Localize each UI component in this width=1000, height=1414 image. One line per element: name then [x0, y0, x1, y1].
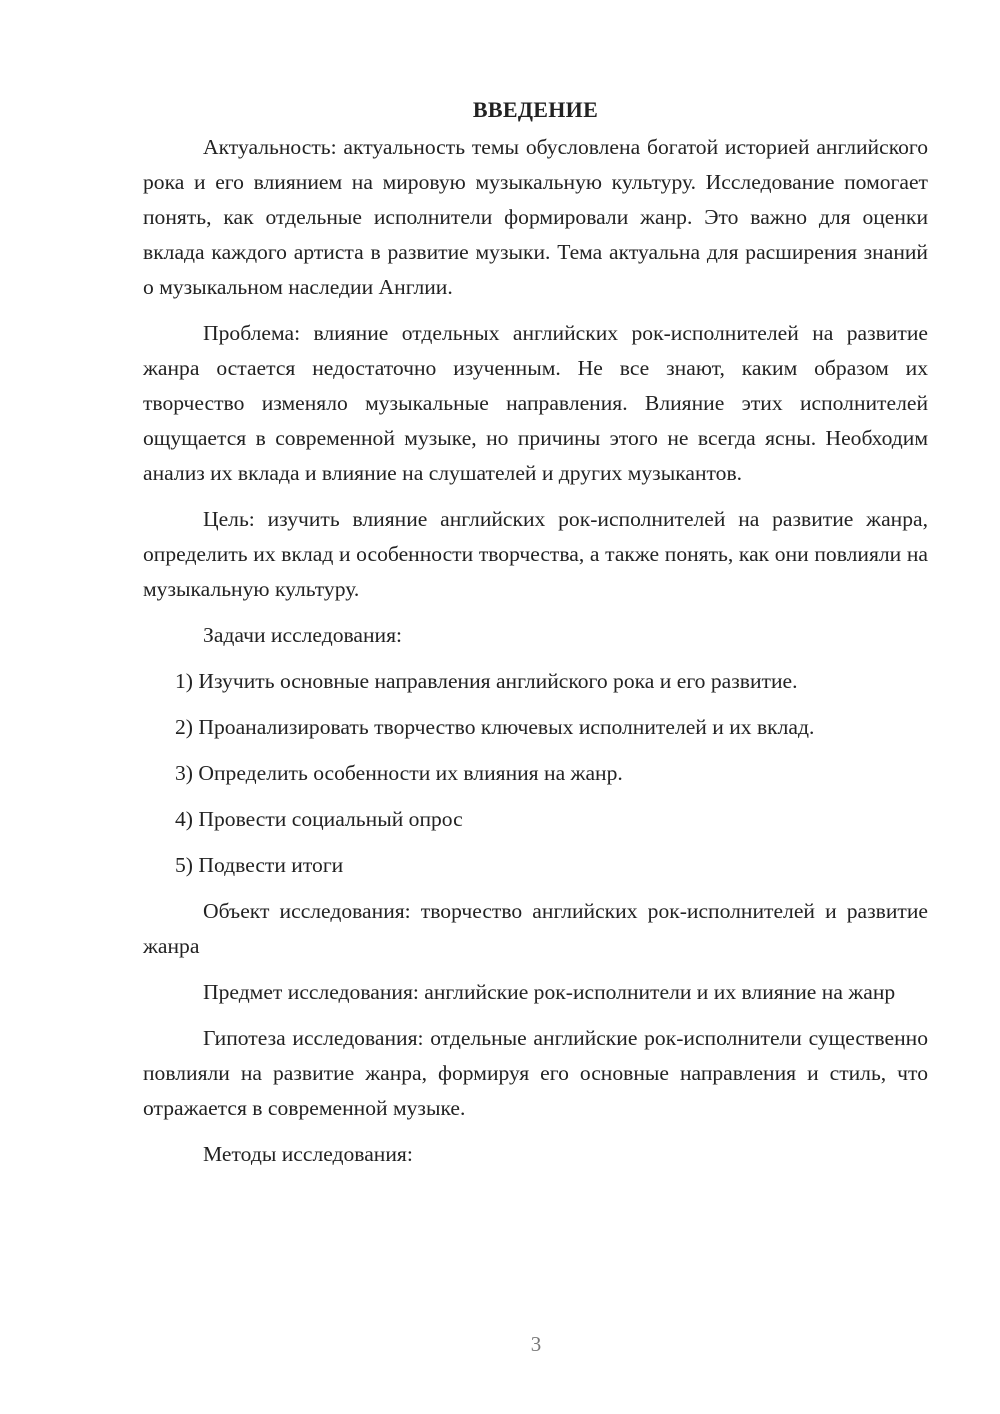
list-item: 3) Определить особенности их влияния на жанр.: [175, 761, 623, 785]
list-item: 2) Проанализировать творчество ключевых исполнителей и их вклад.: [175, 715, 815, 739]
subject-paragraph: Предмет исследования: английские рок-исполнители и их влияние на жанр: [203, 980, 896, 1004]
object-paragraph: Объект исследования: творчество английских рок-исполнителей и развитие жанра: [143, 899, 928, 958]
tasks-heading: Задачи исследования:: [203, 623, 403, 647]
relevance-paragraph: Актуальность: актуальность темы обусловлена богатой историей английского рока и его влиянием на мировую музыкальную культуру. Исследование помогает понять, как отдельные исполнители формировали жанр. Это важно для оценки вклада каждого артиста в развитие музыки. Тема актуальна для расширения знаний о музыкальном наследии Англии.: [143, 135, 928, 299]
hypothesis-paragraph: Гипотеза исследования: отдельные английские рок-исполнители существенно повлияли на развитие жанра, формируя его основные направления и стиль, что отражается в современной музыке.: [143, 1026, 928, 1120]
methods-heading: Методы исследования:: [203, 1142, 413, 1166]
problem-paragraph: Проблема: влияние отдельных английских рок-исполнителей на развитие жанра остается недостаточно изученным. Не все знают, каким образом их творчество изменяло музыкальные направления. Влияние этих исполнителей ощущается в современной музыке, но причины этого не всегда ясны. Необходим анализ их вклада и влияние на слушателей и других музыкантов.: [143, 321, 928, 485]
tasks-list: [143, 664, 928, 883]
document-page: [143, 92, 928, 1183]
list-item: 1) Изучить основные направления английского рока и его развитие.: [175, 669, 798, 693]
goal-paragraph: Цель: изучить влияние английских рок-исполнителей на развитие жанра, определить их вклад и особенности творчества, а также понять, как они повлияли на музыкальную культуру.: [143, 507, 928, 601]
list-item: 5) Подвести итоги: [175, 853, 344, 877]
page-title: ВВЕДЕНИЕ: [472, 97, 599, 122]
list-item: 4) Провести социальный опрос: [175, 807, 463, 831]
page-number: 3: [530, 1332, 542, 1356]
